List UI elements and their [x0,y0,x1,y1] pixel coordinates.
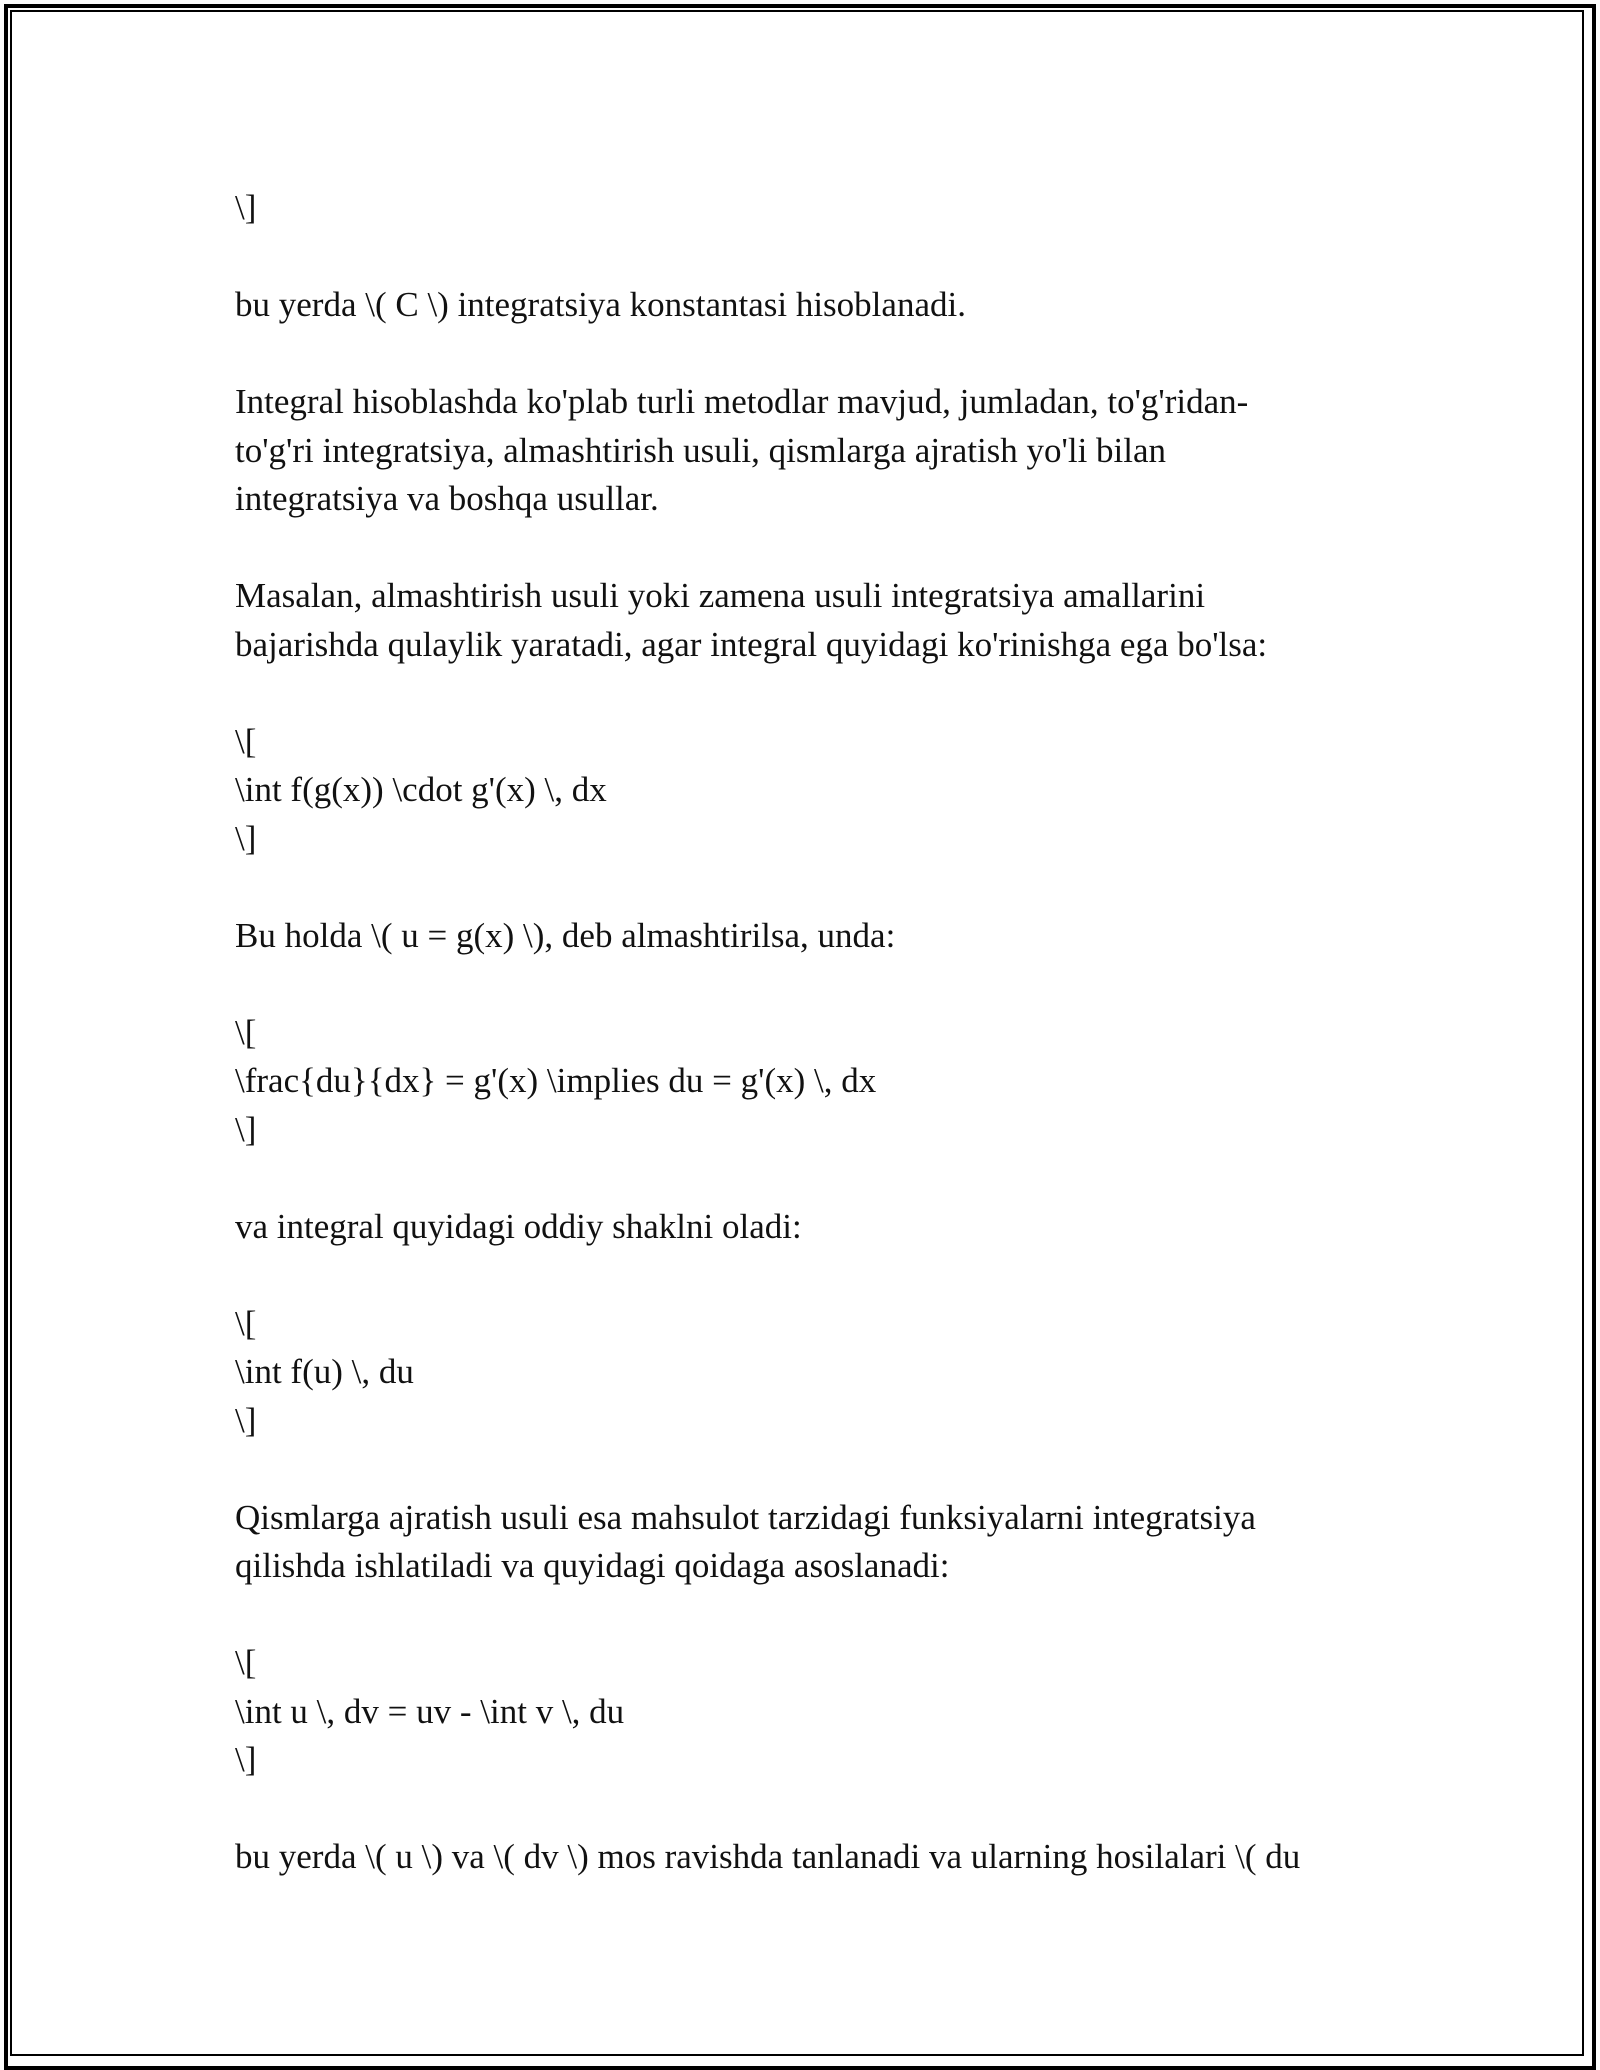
text-line: \] [235,1109,257,1149]
text-line: Bu holda \( u = g(x) \), deb almashtirilsa, unda: [235,915,896,955]
text-line: bu yerda \( u \) va \( dv \) mos ravishda tanlanadi va ularning hosilalari \( du [235,1837,1301,1876]
text-line: Qismlarga ajratish usuli esa mahsulot tarzidagi funksiyalarni integratsiya [235,1497,1256,1537]
text-line: \] [235,188,257,227]
text-line: to'g'ri integratsiya, almashtirish usuli, qismlarga ajratish yo'li bilan [235,430,1167,470]
document-body [235,184,1385,1882]
text-line: \int u \, dv = uv - \int v \, du [235,1691,625,1731]
paragraph-gap [235,1154,1385,1203]
text-line: \frac{du}{dx} = g'(x) \implies du = g'(x) \, dx [235,1061,877,1100]
text-line: \[ [235,1303,257,1343]
paragraph-gap [235,1785,1385,1834]
text-line: Masalan, almashtirish usuli yoki zamena usuli integratsiya amallarini [235,576,1206,615]
text-line: \int f(g(x)) \cdot g'(x) \, dx [235,770,607,809]
paragraph-gap [235,1251,1385,1300]
paragraph-gap [235,960,1385,1009]
text-line: va integral quyidagi oddiy shaklni oladi: [235,1206,802,1246]
text-line: bajarishda qulaylik yaratadi, agar integral quyidagi ko'rinishga ega bo'lsa: [235,624,1268,664]
paragraph-gap [235,524,1385,573]
paragraph-gap [235,863,1385,912]
text-line: integratsiya va boshqa usullar. [235,479,659,518]
text-line: \int f(u) \, du [235,1352,414,1391]
text-line: \] [235,1740,257,1779]
paragraph-gap [235,1591,1385,1640]
paragraph-gap [235,330,1385,379]
paragraph-gap [235,1445,1385,1494]
text-line: bu yerda \( C \) integratsiya konstantasi hisoblanadi. [235,285,966,324]
text-line: \] [235,1400,257,1440]
text-line: qilishda ishlatiladi va quyidagi qoidaga asoslanadi: [235,1546,950,1585]
paragraph-gap [235,669,1385,718]
text-line: Integral hisoblashda ko'plab turli metodlar mavjud, jumladan, to'g'ridan- [235,382,1249,421]
text-line: \[ [235,721,257,761]
text-line: \] [235,818,257,858]
text-line: \[ [235,1643,257,1682]
text-line: \[ [235,1012,257,1052]
paragraph-gap [235,233,1385,282]
